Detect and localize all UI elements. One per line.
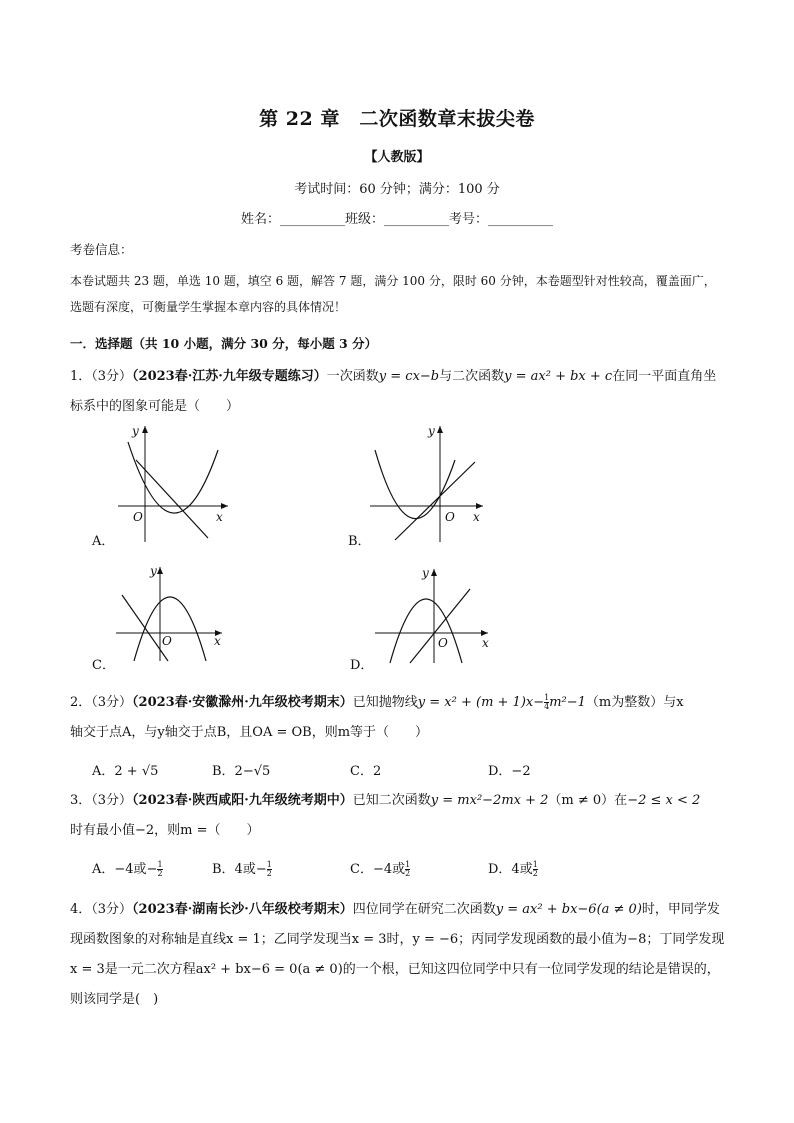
q3-c-frac-num: 1: [405, 860, 411, 869]
graph-a-y-arrow: [142, 426, 148, 433]
q1-expr1: y = cx−b: [378, 369, 440, 384]
graph-c-origin: O: [162, 634, 172, 648]
graph-d: [370, 565, 495, 665]
q1-expr2: y = ax² + bx + c: [504, 369, 613, 384]
q4-source: （2023春·湖南长沙·八年级校考期末）: [132, 902, 353, 917]
q3-text-b: 时有最小值−2，则m =（ ）: [70, 823, 260, 838]
q3-d-frac-den: 2: [532, 869, 538, 878]
q2-text-c: 轴交于点A，与y轴交于点B，且OA = OB，则m等于（ ）: [70, 725, 429, 740]
info-heading: 考卷信息：: [70, 242, 133, 257]
graph-d-parabola: [390, 599, 462, 663]
graph-d-y-label: y: [422, 566, 429, 580]
q3-option-b-frac: [267, 861, 272, 878]
q3-source: （2023春·陕西咸阳·九年级统考期中）: [132, 793, 353, 808]
graph-a-y-label: y: [132, 424, 139, 438]
q3-cond: （m ≠ 0）在: [548, 793, 628, 808]
q3-range: −2 ≤ x < 2: [627, 793, 701, 808]
info-body: 本卷试题共 23 题，单选 10 题，填空 6 题，解答 7 题，满分 100 分，限时 60 分钟，本卷题型针对性较高，覆盖面广，选题有深度，可衡量学生掌握本章内容的具体情况！: [70, 274, 716, 314]
q1-number: 1．（3分）: [70, 369, 133, 384]
graph-b-x-arrow: [476, 503, 483, 509]
graph-b-line: [395, 462, 475, 540]
q3-number: 3．（3分）: [70, 793, 133, 808]
q3-option-b-text: B．4或−: [212, 862, 267, 877]
q1-option-a[interactable]: A．: [92, 534, 115, 549]
q3-option-c-text: C．−4或: [350, 862, 406, 877]
q2-text-a: 已知抛物线: [352, 695, 418, 710]
q3-c-frac-den: 2: [405, 869, 411, 878]
graph-d-line: [410, 589, 470, 663]
q1-source: （2023春·江苏·九年级专题练习）: [132, 369, 327, 384]
graph-d-y-arrow: [431, 569, 437, 576]
q3-option-c[interactable]: [350, 858, 410, 878]
q4-expr: y = ax² + bx−6(a ≠ 0): [495, 902, 642, 917]
q3-option-d-frac: [533, 861, 538, 878]
exam-time: 考试时间：60 分钟；满分：100 分: [294, 182, 500, 197]
section-heading: 一．选择题（共 10 小题，满分 30 分，每小题 3 分）: [70, 336, 378, 351]
q3-a-frac-num: 1: [157, 860, 163, 869]
q2-option-d[interactable]: D．−2: [488, 764, 531, 779]
graph-b-y-arrow: [437, 426, 443, 433]
q2-option-a[interactable]: A．2 + √5: [92, 764, 159, 779]
q2-text-b: （m为整数）与x: [585, 695, 684, 710]
graph-b-origin: O: [445, 510, 455, 524]
q2-expr-main: y = x² + (m + 1)x−: [417, 695, 545, 710]
graph-c-line: [122, 595, 168, 661]
graph-a-origin: O: [133, 510, 143, 524]
graph-d-origin: O: [438, 636, 448, 650]
q3-text-a: 已知二次函数: [352, 793, 431, 808]
q3-option-d-text: D．4或: [488, 862, 533, 877]
graph-c: [112, 563, 230, 663]
q2-number: 2．（3分）: [70, 695, 133, 710]
q2-frac-num: 1: [544, 693, 550, 702]
q3-option-a[interactable]: [92, 858, 163, 878]
q3-option-a-frac: [157, 861, 162, 878]
q3-b-frac-den: 2: [266, 869, 272, 878]
q1-text-c: 在同一平面直角坐标系中的图象可能是（ ）: [70, 369, 717, 414]
q3-option-d[interactable]: [488, 858, 538, 878]
graph-c-y-label: y: [150, 564, 157, 578]
graph-b-parabola: [375, 450, 455, 519]
graph-a-x-label: x: [216, 510, 223, 524]
q3-d-frac-num: 1: [532, 860, 538, 869]
question-3: [70, 786, 726, 846]
q4-text-a: 四位同学在研究二次函数: [352, 902, 496, 917]
q1-option-d[interactable]: D．: [350, 658, 374, 673]
student-info-line: 姓名：__________班级：__________考号：__________: [240, 212, 553, 227]
q1-text-a: 一次函数: [326, 369, 379, 384]
q1-option-c[interactable]: C．: [92, 658, 115, 673]
q2-frac-den: 4: [544, 702, 550, 711]
q3-a-frac-den: 2: [157, 869, 163, 878]
edition-label: 【人教版】: [364, 150, 430, 165]
q3-option-c-frac: [405, 861, 410, 878]
q3-option-a-text: A．−4或−: [92, 862, 158, 877]
graph-c-x-label: x: [214, 634, 221, 648]
q1-option-b[interactable]: B．: [348, 534, 371, 549]
q2-option-b[interactable]: B．2−√5: [212, 764, 271, 779]
q1-text-b: 与二次函数: [439, 369, 505, 384]
q4-text-b: 时，甲同学发现函数图象的对称轴是直线x = 1；乙同学发现当x = 3时，y = −6；丙同学发现函数的最小值为−8；丁同学发现x = 3是一元二次方程ax² + bx−6 = 0(a ≠ 0)的一个根，已知这四位同学中只有一位同学发现的结论是错误的，则该同学是( ): [70, 902, 725, 1007]
question-4: [70, 895, 726, 1015]
graph-d-x-label: x: [482, 636, 489, 650]
graph-a-x-arrow: [221, 503, 228, 509]
graph-b: [365, 420, 495, 545]
q2-option-c[interactable]: C．2: [350, 764, 382, 779]
q2-source: （2023春·安徽滁州·九年级校考期末）: [132, 695, 353, 710]
q3-expr: y = mx²−2mx + 2: [430, 793, 549, 808]
q4-number: 4．（3分）: [70, 902, 133, 917]
graph-c-y-arrow: [157, 567, 163, 574]
q3-b-frac-num: 1: [266, 860, 272, 869]
question-1: [70, 362, 726, 422]
graph-c-parabola: [134, 597, 206, 661]
q2-expr-tail: m²−1: [549, 695, 586, 710]
q3-option-b[interactable]: [212, 858, 272, 878]
graph-a-parabola: [128, 442, 218, 513]
graph-a-line: [136, 460, 208, 538]
graph-b-x-label: x: [473, 510, 480, 524]
page-title: 第 22 章 二次函数章末拔尖卷: [259, 108, 535, 130]
graph-b-y-label: y: [428, 424, 435, 438]
question-2: [70, 688, 726, 748]
graph-a: [108, 420, 238, 545]
